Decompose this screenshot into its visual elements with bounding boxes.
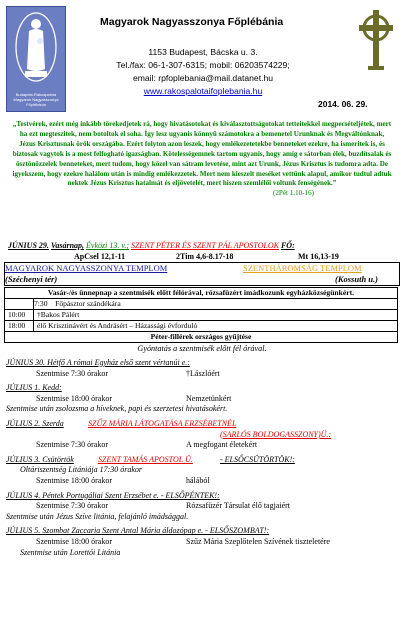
rosary-note: Vasár-/és ünnepnap a szentmisék előtt félórával, rózsafüzért imádkozunk egyházközségünkért.	[5, 288, 398, 299]
feast-subname: (SARLÓS BOLDOGASSZONY)Ü.:	[220, 429, 332, 439]
mass-time: 18:00	[5, 321, 34, 332]
phone: Tel./fax: 06-1-307-6315; mobil: 06203574229;	[116, 60, 290, 70]
mass-time: Szentmise 18:00 órakor	[36, 475, 112, 485]
quote-reference: (2Pét 1,10-16)	[273, 189, 314, 198]
sunday-date: JÚNIUS 29.	[8, 241, 49, 250]
church-name: Magyarok Nagyasszonya Főplébánia	[100, 16, 284, 28]
mass-intention: †Bakos Pálért	[34, 310, 398, 321]
logo-text: Budapest-Rákospalota Magyarok Nagyasszonya Főplébánia	[13, 92, 59, 107]
parish-logo	[6, 6, 66, 112]
mass-intention: élő Krisztinávért és Andrásért – Házassági évforduló	[34, 321, 398, 332]
left-church-location: (Széchenyi tér)	[5, 274, 58, 284]
day-heading: JÚLIUS 1. Kedd:	[6, 383, 62, 393]
mass-time: Szentmise 18:00 órakor	[36, 536, 112, 546]
table-row	[5, 299, 398, 310]
mass-time: Szentmise 18:00 órakor	[36, 393, 112, 403]
sunday-schedule-table	[4, 287, 398, 343]
mass-time: Szentmise 7:30 órakor	[36, 368, 108, 378]
mass-intention: A megfogant életekért	[186, 440, 258, 450]
note: Szentmise után zsolozsma a híveknek, papi és szerzetesi hivatásokért.	[6, 404, 228, 414]
mass-time: 7:30	[34, 299, 48, 308]
day-heading: JÚLIUS 2. Szerda	[6, 418, 64, 428]
day-heading: JÚLIUS 3. Csütörtök	[6, 454, 74, 464]
mass-intention: Rózsafüzér Társulat élő tagjaiért	[186, 501, 291, 511]
collection-note: Péter-fillérek országos gyűjtése	[5, 332, 398, 343]
mass-intention: Szűz Mária Szeplőtelen Szívének tiszteletére	[186, 536, 330, 546]
church-columns	[4, 262, 400, 286]
website-link[interactable]: www.rakospalotaifoplebania.hu	[143, 86, 263, 96]
header	[0, 0, 404, 118]
sunday-heading	[8, 240, 398, 251]
sunday-week: Évközi 13. v.;	[86, 241, 129, 250]
right-church-name: SZENTHÁROMSÁG TEMPLOM	[243, 263, 362, 273]
address: 1153 Budapest, Bácska u. 3.	[148, 47, 258, 57]
note: Szentmise után Jézus Szíve litánia, felajánló imádsággal.	[6, 511, 189, 521]
day-suffix: - ELSŐCSÜTÖRTÖK!:	[220, 454, 295, 464]
mass-time: 10:00	[5, 310, 34, 321]
reading-3: Mt 16,13-19	[298, 252, 339, 261]
mass-intention: hálából	[186, 475, 210, 485]
feast-name: SZENT TAMÁS APOSTOL Ü.	[98, 454, 193, 464]
sunday-suffix: FŐ:	[280, 241, 295, 250]
bulletin-date: 2014. 06. 29.	[318, 99, 368, 109]
table-row	[5, 321, 398, 332]
table-row	[5, 310, 398, 321]
note: Szentmise után Lorettói Litánia	[20, 547, 121, 557]
mass-intention: Nemzetünkért	[186, 393, 232, 403]
email: email: rpfoplebania@mail.datanet.hu	[132, 73, 274, 83]
reading-2: 2Tim 4,6-8.17-18	[176, 252, 234, 261]
day-heading: JÚNIUS 30. Hétfő A római Egyház első szent vértanúi e.:	[6, 358, 190, 367]
day-heading: JÚLIUS 4. Péntek Portugáliai Szent Erzsébet e. - ELSŐPÉNTEK!:	[6, 490, 220, 500]
celtic-cross-icon	[356, 8, 396, 72]
weekday-schedule	[6, 358, 400, 558]
sunday-feast: SZENT PÉTER ÉS SZENT PÁL APOSTOLOK	[130, 241, 279, 250]
sunday-day: Vasárnap,	[50, 241, 85, 250]
reading-1: ApCsel 12,1-11	[74, 252, 126, 261]
feast-name: SZŰZ MÁRIA LÁTOGATÁSA ERZSÉBETNÉL	[88, 418, 237, 428]
right-church-location: (Kossuth u.)	[335, 274, 378, 284]
mass-time: Szentmise 7:30 órakor	[36, 440, 108, 450]
left-church-name: MAGYAROK NAGYASSZONYA TEMPLOM	[5, 263, 168, 273]
confession-note: Gyóntatás a szentmisék előtt fél órával.	[137, 344, 267, 353]
litany-note: Oltáriszentség Litániája 17:30 órakor	[20, 465, 143, 475]
quote-text: „Testvérek, ezért még inkább törekedjetek rá, hogy hivatásotokat és kiválasztottságotokat tetteitekkel megpecsételjétek, mert ha ezt megteszitek, nem botoltok el soha. Így lesz ugyanis könnyű számotokra a bemenetel Urunknak és Megváltónknak, Jézus Krisztusnak örök országába. Ezért folyton azon leszek, hogy emlékezetetekbe benneteket ezekre, ha ismeritek is, és biztosak vagytok is a most felfogható igazságban. Kötelességemnek tartom ugyanis, hogy amíg e sátorban élek, buzdítsalak és ösztönözzelek benneteket, mert tudom, hogy közel van sátram levetése, mint azt Urunk, Jézus Krisztus is tudomra adta. De igyekszem, hogy ezekre halálom után is mindig emlékezzetek. Mert nem kieszelt meséket vettünk alapul, amikor tudtul adtuk nektek Jézus Krisztus hatalmát és eljövetelét, mert hiszen szemlélői voltunk fenségének.”	[12, 120, 392, 188]
day-heading: JÚLIUS 5. Szombat Zaccaria Szent Antal Mária áldozópap e. - ELSŐSZOMBAT!:	[6, 526, 270, 536]
contact-block	[98, 46, 308, 98]
mass-intention: †Lászlóért	[186, 368, 220, 378]
mass-time: Szentmise 7:30 órakor	[36, 501, 108, 511]
scripture-quote	[12, 120, 392, 199]
mass-intention: Főpásztor szándékára	[55, 299, 121, 308]
